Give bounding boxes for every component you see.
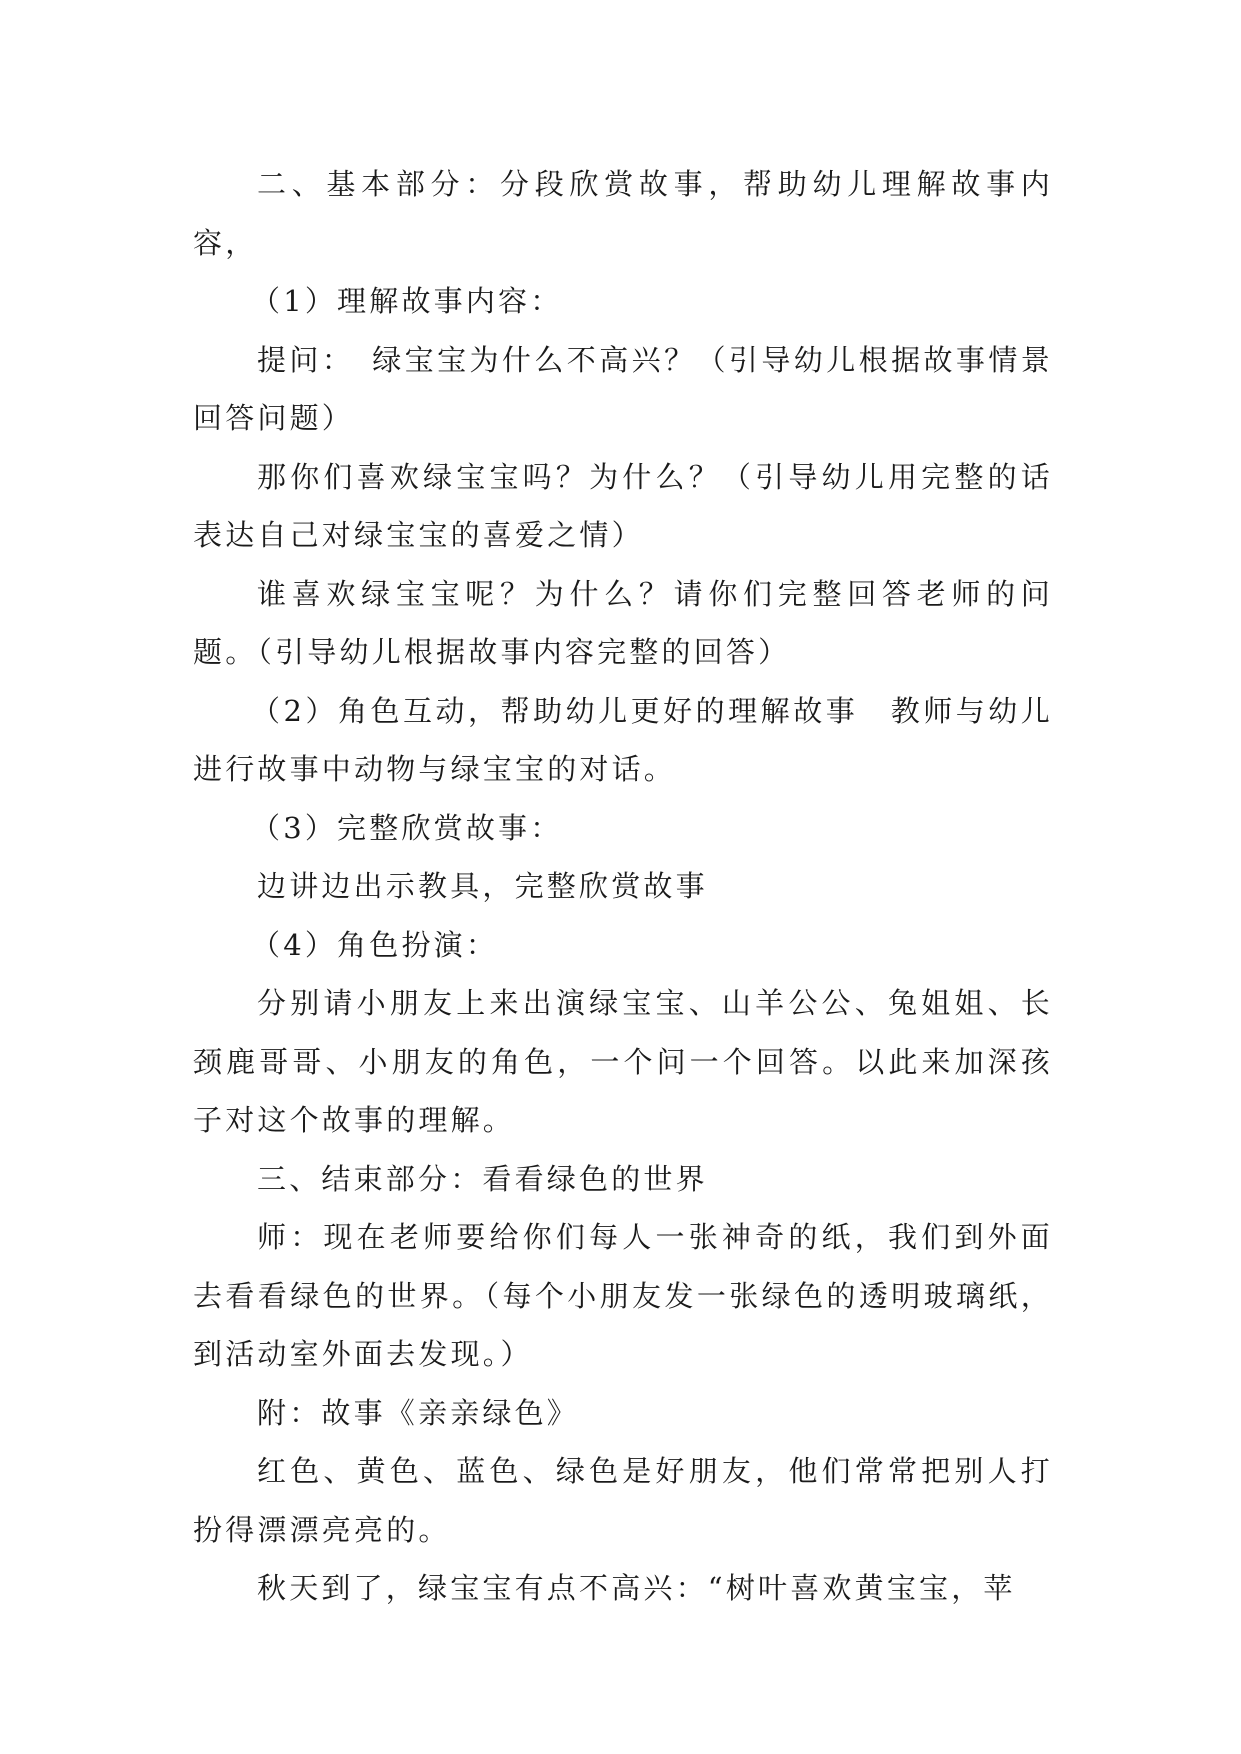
body-paragraph: 分别请小朋友上来出演绿宝宝、山羊公公、兔姐姐、长颈鹿哥哥、小朋友的角色，一个问一个回答。以此来加深孩子对这个故事的理解。 (193, 986, 1053, 1137)
question-paragraph: 提问： 绿宝宝为什么不高兴？（引导幼儿根据故事情景回答问题） (193, 342, 1053, 435)
story-paragraph: 红色、黄色、蓝色、绿色是好朋友，他们常常把别人打扮得漂漂亮亮的。 (193, 1454, 1053, 1547)
question-paragraph: 谁喜欢绿宝宝呢？为什么？请你们完整回答老师的问题。（引导幼儿根据故事内容完整的回答） (193, 576, 1053, 669)
step-2-paragraph: （2）角色互动，帮助幼儿更好的理解故事 教师与幼儿进行故事中动物与绿宝宝的对话。 (193, 693, 1053, 786)
body-paragraph: 师：现在老师要给你们每人一张神奇的纸，我们到外面去看看绿色的世界。（每个小朋友发一张绿色的透明玻璃纸，到活动室外面去发现。） (193, 1220, 1053, 1371)
document-body (193, 155, 1053, 1618)
step-4-heading: （4）角色扮演： (251, 927, 499, 962)
question-paragraph: 那你们喜欢绿宝宝吗？为什么？（引导幼儿用完整的话表达自己对绿宝宝的喜爱之情） (193, 459, 1053, 552)
body-paragraph: 边讲边出示教具，完整欣赏故事 (257, 869, 708, 903)
story-title: 附：故事《亲亲绿色》 (257, 1395, 580, 1430)
section-heading-ending: 三、结束部分：看看绿色的世界 (257, 1161, 708, 1196)
step-3-heading: （3）完整欣赏故事： (251, 810, 563, 845)
step-1-heading: （1）理解故事内容： (251, 284, 563, 318)
section-heading-basic: 二、基本部分：分段欣赏故事，帮助幼儿理解故事内容， (193, 167, 1053, 260)
story-paragraph: 秋天到了，绿宝宝有点不高兴：“树叶喜欢黄宝宝，苹 (257, 1571, 1016, 1605)
